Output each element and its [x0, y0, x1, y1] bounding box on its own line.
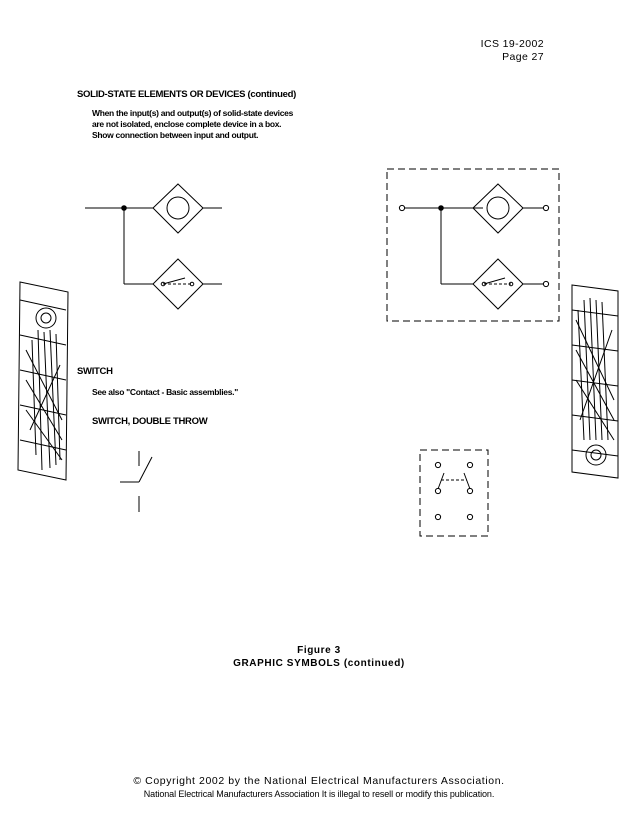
enclosed-switch-symbol	[420, 450, 488, 536]
subsection-title-double-throw: SWITCH, DOUBLE THROW	[92, 416, 208, 427]
right-margin-seal	[572, 285, 618, 478]
section-title-switch: SWITCH	[77, 366, 113, 377]
resale-notice: National Electrical Manufacturers Association It is illegal to resell or modify this publication.	[143, 789, 495, 799]
solid-state-symbol-boxed	[387, 169, 559, 321]
solid-state-symbol-unboxed	[85, 184, 222, 309]
copyright-notice: © Copyright 2002 by the National Electrical Manufacturers Association.	[133, 775, 505, 787]
figure-number: Figure 3	[297, 645, 341, 656]
see-also-note: See also "Contact - Basic assemblies."	[92, 387, 238, 397]
document-id: ICS 19-2002	[480, 38, 544, 50]
body-line: When the input(s) and output(s) of solid-state devices	[92, 108, 294, 118]
page-number: Page 27	[502, 51, 544, 63]
double-throw-switch-symbol	[120, 451, 152, 512]
body-line: are not isolated, enclose complete device in a box.	[92, 119, 282, 129]
section-title-solid-state: SOLID-STATE ELEMENTS OR DEVICES (continued)	[77, 89, 296, 100]
body-line: Show connection between input and output.	[92, 130, 259, 140]
figure-caption: GRAPHIC SYMBOLS (continued)	[233, 658, 405, 669]
left-margin-seal	[18, 282, 68, 480]
